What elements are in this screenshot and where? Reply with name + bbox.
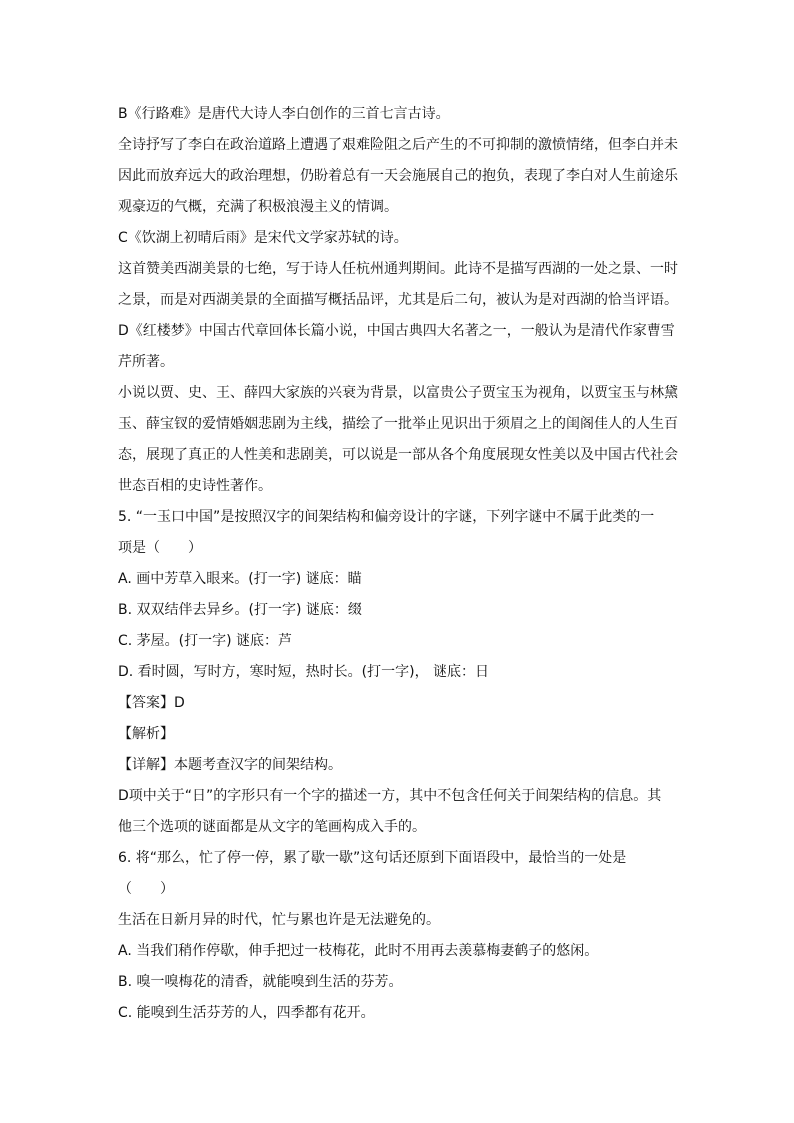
question-5-answer: 【答案】D xyxy=(118,695,185,711)
text-line-c-title: C《饮湖上初晴后雨》是宋代文学家苏轼的诗。 xyxy=(118,230,408,246)
text-line-d-title-1: D《红楼梦》中国古代章回体长篇小说，中国古典四大名著之一，一般认为是清代作家曹雪 xyxy=(118,323,675,339)
text-line-b-title: B《行路难》是唐代大诗人李白创作的三首七言古诗。 xyxy=(118,106,450,122)
text-line-d-desc-4: 世态百相的史诗性著作。 xyxy=(118,478,272,494)
question-5-option-a: A. 画中芳草入眼来。(打一字) 谜底：瞄 xyxy=(118,571,362,587)
question-5-detail-2: 他三个选项的谜面都是从文字的笔画构成入手的。 xyxy=(118,819,426,835)
question-5-analysis-heading: 【解析】 xyxy=(118,726,174,742)
text-line-b-desc-3: 观豪迈的气概，充满了积极浪漫主义的情调。 xyxy=(118,199,398,215)
question-6-option-a: A. 当我们稍作停歇，伸手把过一枝梅花，此时不用再去羡慕梅妻鹤子的悠闲。 xyxy=(118,943,599,959)
text-line-d-desc-2: 玉、薛宝钗的爱情婚姻悲剧为主线，描绘了一批举止见识出于须眉之上的闺阁佳人的人生百 xyxy=(118,416,678,432)
question-5-stem-1: 5. “一玉口中国”是按照汉字的间架结构和偏旁设计的字谜，下列字谜中不属于此类的一 xyxy=(118,509,655,525)
text-line-b-desc-2: 因此而放弃远大的政治理想，仍盼着总有一天会施展自己的抱负，表现了李白对人生前途乐 xyxy=(118,168,678,184)
text-line-b-desc-1: 全诗抒写了李白在政治道路上遭遇了艰难险阻之后产生的不可抑制的激愤情绪，但李白并未 xyxy=(118,137,678,153)
text-line-c-desc-1: 这首赞美西湖美景的七绝，写于诗人任杭州通判期间。此诗不是描写西湖的一处之景、一时 xyxy=(118,261,678,277)
text-line-c-desc-2: 之景，而是对西湖美景的全面描写概括品评，尤其是后二句，被认为是对西湖的恰当评语。 xyxy=(118,292,678,308)
question-5-detail-1: D项中关于“日”的字形只有一个字的描述一方，其中不包含任何关于间架结构的信息。其 xyxy=(118,788,662,804)
question-6-stem-1: 6. 将“那么，忙了停一停，累了歇一歇”这句话还原到下面语段中，最恰当的一处是 xyxy=(118,850,627,866)
question-6-stem-2: （ ） xyxy=(118,881,174,897)
question-5-detail-heading: 【详解】本题考查汉字的间架结构。 xyxy=(118,757,342,773)
question-5-stem-2: 项是（ ） xyxy=(118,540,202,556)
question-6-option-c: C. 能嗅到生活芬芳的人，四季都有花开。 xyxy=(118,1005,375,1021)
text-line-d-desc-3: 态，展现了真正的人性美和悲剧美，可以说是一部从各个角度展现女性美以及中国古代社会 xyxy=(118,447,678,463)
question-5-option-d: D. 看时圆，写时方，寒时短，热时长。(打一字)， 谜底：日 xyxy=(118,664,490,680)
question-5-option-b: B. 双双结伴去异乡。(打一字) 谜底：缀 xyxy=(118,602,362,618)
question-6-context: 生活在日新月异的时代，忙与累也许是无法避免的。 xyxy=(118,912,440,928)
question-5-option-c: C. 茅屋。(打一字) 谜底：芦 xyxy=(118,633,293,649)
question-6-option-b: B. 嗅一嗅梅花的清香，就能嗅到生活的芬芳。 xyxy=(118,974,403,990)
text-line-d-desc-1: 小说以贾、史、王、薛四大家族的兴衰为背景，以富贵公子贾宝玉为视角，以贾宝玉与林黛 xyxy=(118,385,678,401)
text-line-d-title-2: 芹所著。 xyxy=(118,354,174,370)
